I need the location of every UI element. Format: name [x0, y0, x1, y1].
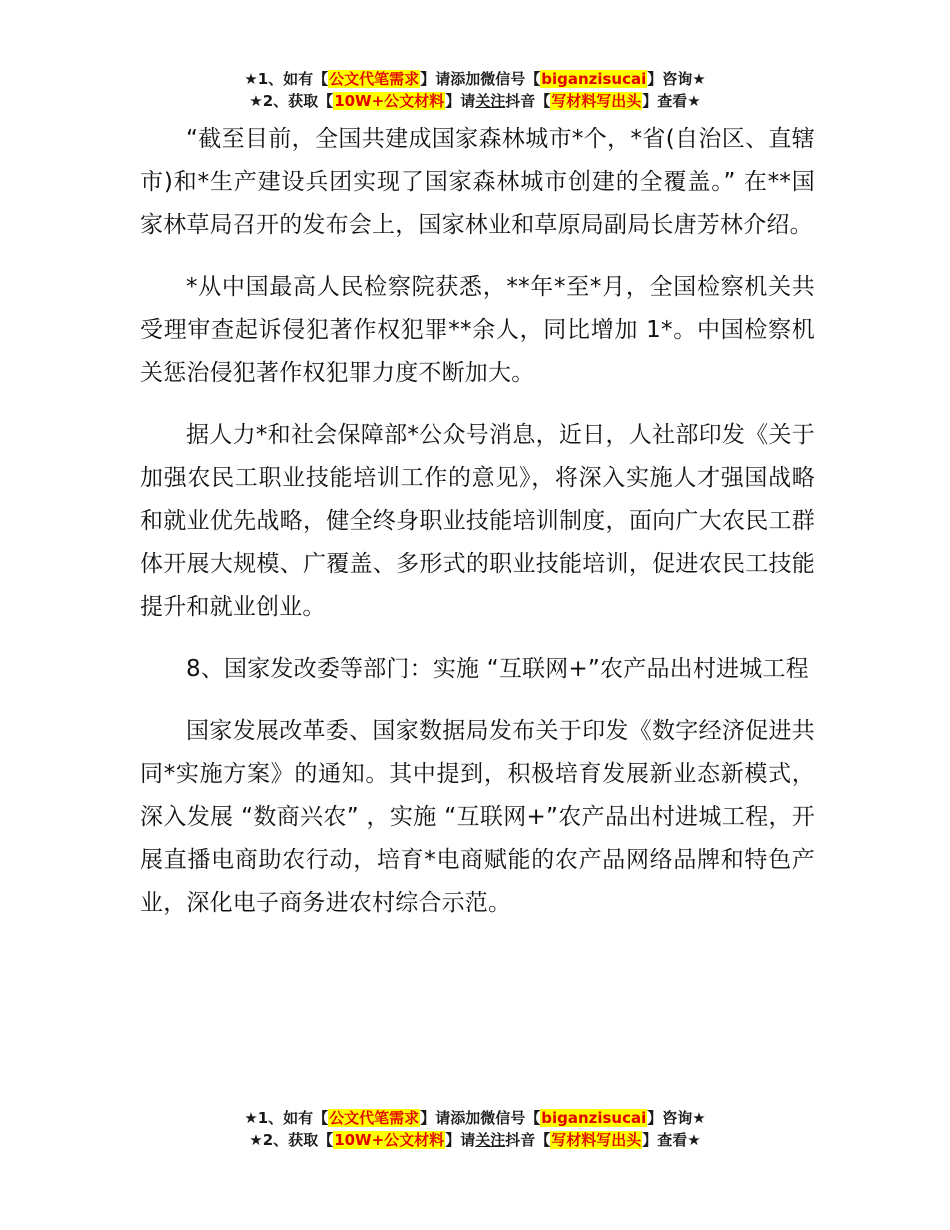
banner-line-2 [0, 1129, 950, 1151]
banner-text: 】咨询★ [647, 70, 706, 88]
banner-line-2 [0, 90, 950, 112]
banner-text: 】请添加微信号【 [420, 70, 541, 88]
banner-line-1 [0, 1107, 950, 1129]
banner-text: 】请 [445, 1131, 476, 1149]
paragraph: 国家发展改革委、国家数据局发布关于印发《数字经济促进共同*实施方案》的通知。其中提到，积极培育发展新业态新模式，深入发展 “数商兴农” ，实施 “互联网+”农产品出村进城工程，开展直播电商助农行动，培育*电商赋能的农产品网络品牌和特色产业，深化电子商务进农村综合示范。 [140, 718, 815, 916]
banner-text: ★2、获取【 [249, 1131, 334, 1149]
paragraph: 据人力*和社会保障部*公众号消息，近日，人社部印发《关于加强农民工职业技能培训工作的意见》，将深入实施人才强国战略和就业优先战略，健全终身职业技能培训制度，面向广大农民工群体开展大规模、广覆盖、多形式的职业技能培训，促进农民工技能提升和就业创业。 [140, 422, 815, 620]
banner-text: 】查看★ [642, 1131, 701, 1149]
banner-text: 】咨询★ [647, 1109, 706, 1127]
banner-highlight: 10W+公文材料 [334, 92, 445, 110]
document-body [140, 118, 815, 944]
wechat-id-highlight: biganzisucai [541, 1109, 647, 1127]
banner-text: 抖音【 [505, 92, 551, 110]
header-banner [0, 68, 950, 112]
paragraph: “截至目前，全国共建成国家森林城市*个，*省(自治区、直辖市)和*生产建设兵团实现了国家森林城市创建的全覆盖。” 在**国家林草局召开的发布会上，国家林业和草原局副局长唐芳林介绍。 [140, 126, 815, 238]
banner-text: 】查看★ [642, 92, 701, 110]
wechat-id-highlight: biganzisucai [541, 70, 647, 88]
banner-text: ★1、如有【 [244, 70, 329, 88]
douyin-highlight: 写材料写出头 [551, 92, 642, 110]
banner-highlight: 公文代笔需求 [329, 70, 420, 88]
footer-banner [0, 1107, 950, 1151]
banner-line-1 [0, 68, 950, 90]
banner-highlight: 公文代笔需求 [329, 1109, 420, 1127]
banner-underlined: 关注 [475, 1131, 506, 1149]
banner-text: ★2、获取【 [249, 92, 334, 110]
banner-text: 】请添加微信号【 [420, 1109, 541, 1127]
banner-text: 】请 [445, 92, 476, 110]
banner-underlined: 关注 [475, 92, 506, 110]
banner-text: ★1、如有【 [244, 1109, 329, 1127]
banner-highlight: 10W+公文材料 [334, 1131, 445, 1149]
banner-text: 抖音【 [505, 1131, 551, 1149]
paragraph: *从中国最高人民检察院获悉，**年*至*月，全国检察机关共受理审查起诉侵犯著作权犯罪**余人，同比增加 1*。中国检察机关惩治侵犯著作权犯罪力度不断加大。 [140, 274, 815, 386]
douyin-highlight: 写材料写出头 [551, 1131, 642, 1149]
section-heading: 8、国家发改委等部门：实施 “互联网+”农产品出村进城工程 [186, 656, 809, 682]
